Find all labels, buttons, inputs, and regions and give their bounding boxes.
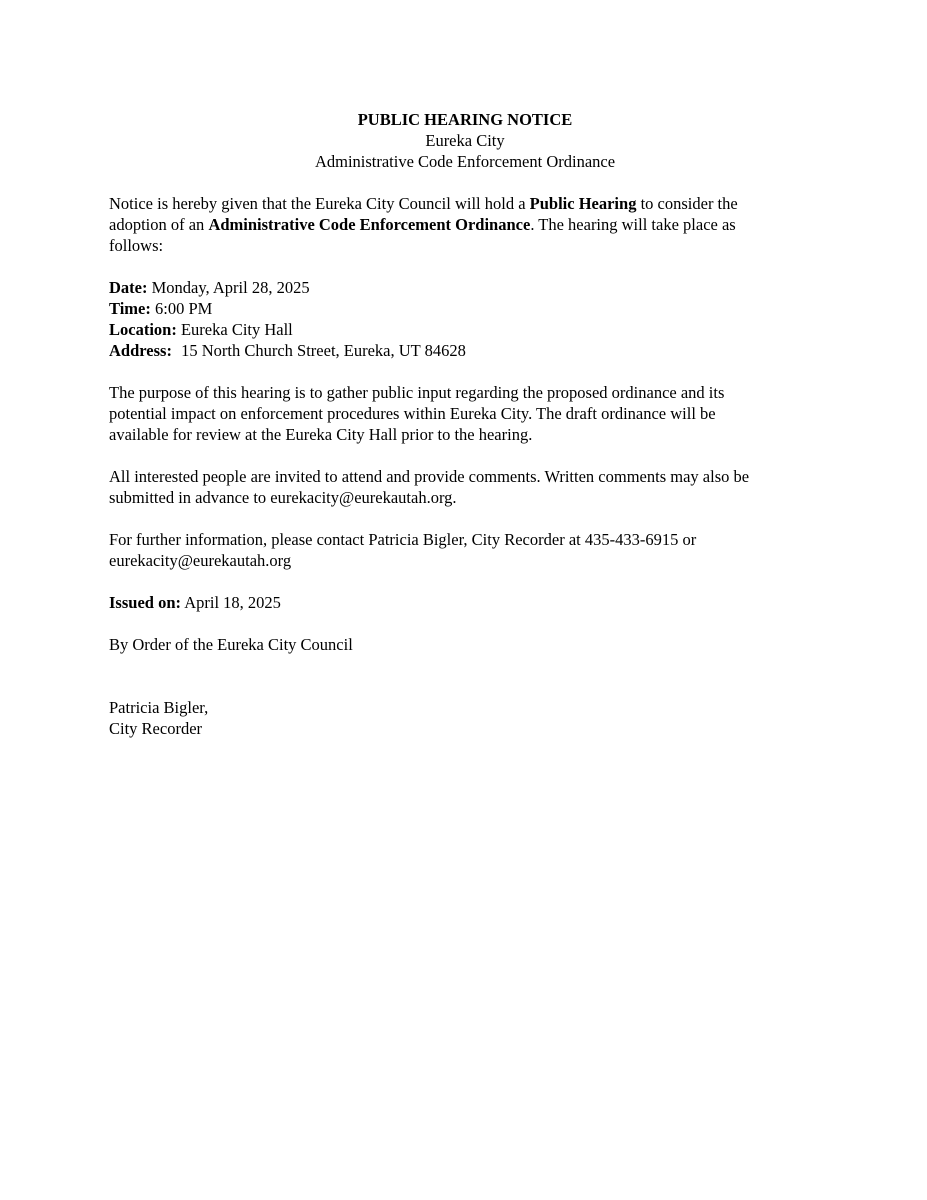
date-label: Date: — [109, 278, 148, 297]
time-value: 6:00 PM — [150, 299, 213, 318]
time-label: Time: — [109, 299, 151, 318]
order-line: By Order of the Eureka City Council — [109, 635, 353, 654]
signature-title: City Recorder — [109, 719, 203, 738]
purpose-paragraph — [109, 382, 821, 445]
date-row — [109, 277, 821, 298]
intro-line-3: follows: — [109, 236, 164, 255]
intro-text: Notice is hereby given that the Eureka City Council will hold a — [109, 194, 530, 213]
public-hearing-bold: Public Hearing — [529, 194, 637, 213]
purpose-line-1: The purpose of this hearing is to gather public input regarding the proposed ordinance and its — [109, 383, 725, 402]
address-value: 15 North Church Street, Eureka, UT 84628 — [176, 341, 466, 360]
comments-line-1: All interested people are invited to attend and provide comments. Written comments may also be — [109, 467, 750, 486]
intro-line-1 — [109, 193, 821, 214]
contact-line-1: For further information, please contact Patricia Bigler, City Recorder at 435-433-6915 or — [109, 530, 697, 549]
contact-line-2: eurekacity@eurekautah.org — [109, 551, 292, 570]
issued-paragraph — [109, 592, 821, 613]
notice-city: Eureka City — [425, 131, 505, 150]
purpose-line-2: potential impact on enforcement procedures within Eureka City. The draft ordinance will be — [109, 404, 716, 423]
order-paragraph — [109, 634, 821, 655]
purpose-line-3: available for review at the Eureka City Hall prior to the hearing. — [109, 425, 533, 444]
ordinance-name-bold: Administrative Code Enforcement Ordinance — [208, 215, 531, 234]
notice-page — [109, 109, 821, 739]
issued-label: Issued on: — [109, 593, 181, 612]
contact-paragraph — [109, 529, 821, 571]
intro-text: . The hearing will take place as — [530, 215, 736, 234]
date-value: Monday, April 28, 2025 — [147, 278, 310, 297]
issued-value: April 18, 2025 — [181, 593, 281, 612]
notice-subject: Administrative Code Enforcement Ordinance — [314, 152, 616, 171]
issued-row — [109, 592, 821, 613]
intro-text: adoption of an — [109, 215, 209, 234]
intro-text: to consider the — [636, 194, 738, 213]
hearing-details — [109, 277, 821, 361]
location-value: Eureka City Hall — [176, 320, 293, 339]
notice-header — [109, 109, 821, 172]
intro-line-2 — [109, 214, 821, 235]
location-label: Location: — [109, 320, 177, 339]
address-label: Address: — [109, 341, 172, 360]
location-row — [109, 319, 821, 340]
signature-block — [109, 697, 821, 739]
comments-line-2: submitted in advance to eurekacity@eurekautah.org. — [109, 488, 457, 507]
signature-name: Patricia Bigler, — [109, 698, 209, 717]
notice-title: PUBLIC HEARING NOTICE — [357, 110, 573, 129]
time-row — [109, 298, 821, 319]
address-row — [109, 340, 821, 361]
intro-paragraph — [109, 193, 821, 256]
comments-paragraph — [109, 466, 821, 508]
